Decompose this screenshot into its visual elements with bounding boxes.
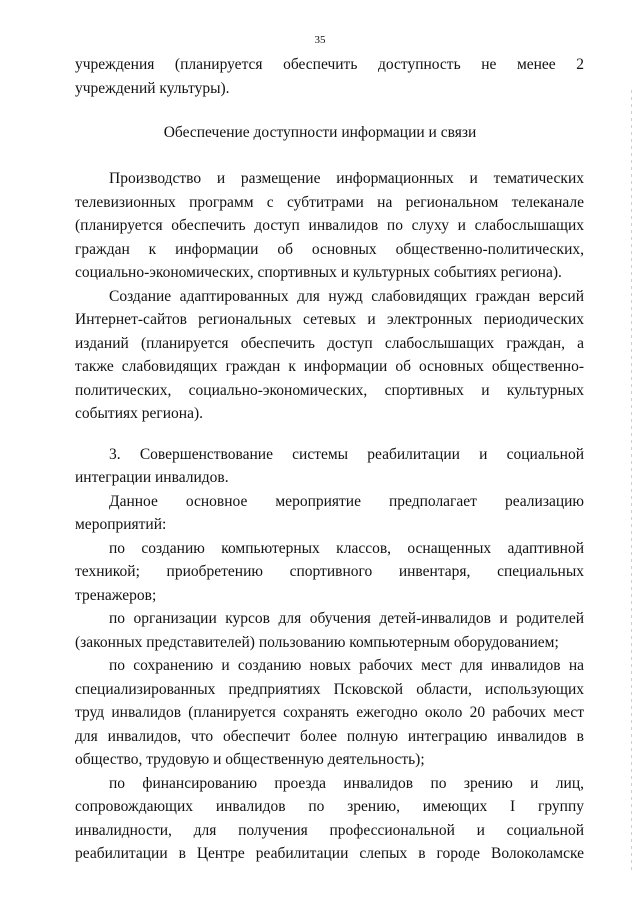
- text-line: изданий (планируется обеспечить доступ слабослышащих граждан, а: [75, 335, 584, 352]
- text-line: по организации курсов для обучения детей-инвалидов и родителей: [109, 610, 584, 627]
- scan-edge-mark: [631, 90, 632, 870]
- text-line: сопровождающих инвалидов по зрению, имеющих I группу: [75, 798, 584, 815]
- text-line: учреждения (планируется обеспечить доступность не менее 2: [75, 56, 584, 73]
- text-line: техникой; приобретению спортивного инвентаря, специальных: [75, 563, 584, 580]
- text-line: (планируется обеспечить доступ инвалидов по слуху и слабослышащих: [75, 217, 584, 234]
- text-line: тренажеров;: [75, 587, 157, 604]
- text-line: граждан к информации об основных общественно-политических,: [75, 241, 584, 258]
- text-line: по созданию компьютерных классов, оснащенных адаптивной: [109, 540, 584, 557]
- text-line: Данное основное мероприятие предполагает реализацию: [109, 493, 584, 510]
- text-line: социально-экономических, спортивных и культурных событиях региона).: [75, 264, 562, 281]
- text-line: по финансированию проезда инвалидов по зрению и лиц,: [109, 775, 584, 792]
- text-line: труд инвалидов (планируется сохранять ежегодно около 20 рабочих мест: [75, 704, 584, 721]
- text-line: (законных представителей) пользованию компьютерным оборудованием;: [75, 634, 559, 651]
- text-line: 3. Совершенствование системы реабилитации и социальной: [109, 446, 584, 463]
- section-heading: Обеспечение доступности информации и связи: [163, 124, 477, 141]
- text-line: телевизионных программ с субтитрами на региональном телеканале: [75, 194, 584, 211]
- text-line: также слабовидящих граждан к информации об основных общественно-: [75, 358, 584, 375]
- text-line: мероприятий:: [75, 516, 167, 533]
- text-line: по сохранению и созданию новых рабочих мест для инвалидов на: [109, 657, 584, 674]
- text-line: реабилитации в Центре реабилитации слепых в городе Волоколамске: [75, 845, 584, 862]
- text-line: Производство и размещение информационных и тематических: [109, 170, 584, 187]
- page-number: 35: [314, 34, 326, 46]
- text-line: специализированных предприятиях Псковской области, использующих: [75, 681, 584, 698]
- text-line: Создание адаптированных для нужд слабовидящих граждан версий: [109, 288, 584, 305]
- text-line: событиях региона).: [75, 405, 203, 422]
- text-line: общество, трудовую и общественную деятельность);: [75, 751, 425, 768]
- text-line: инвалидности, для получения профессиональной и социальной: [75, 822, 584, 839]
- text-line: Интернет-сайтов региональных сетевых и электронных периодических: [75, 311, 584, 328]
- text-line: учреждений культуры).: [75, 80, 230, 97]
- text-line: политических, социально-экономических, спортивных и культурных: [75, 382, 584, 399]
- text-line: для инвалидов, что обеспечит более полную интеграцию инвалидов в: [75, 728, 584, 745]
- text-line: интеграции инвалидов.: [75, 469, 229, 486]
